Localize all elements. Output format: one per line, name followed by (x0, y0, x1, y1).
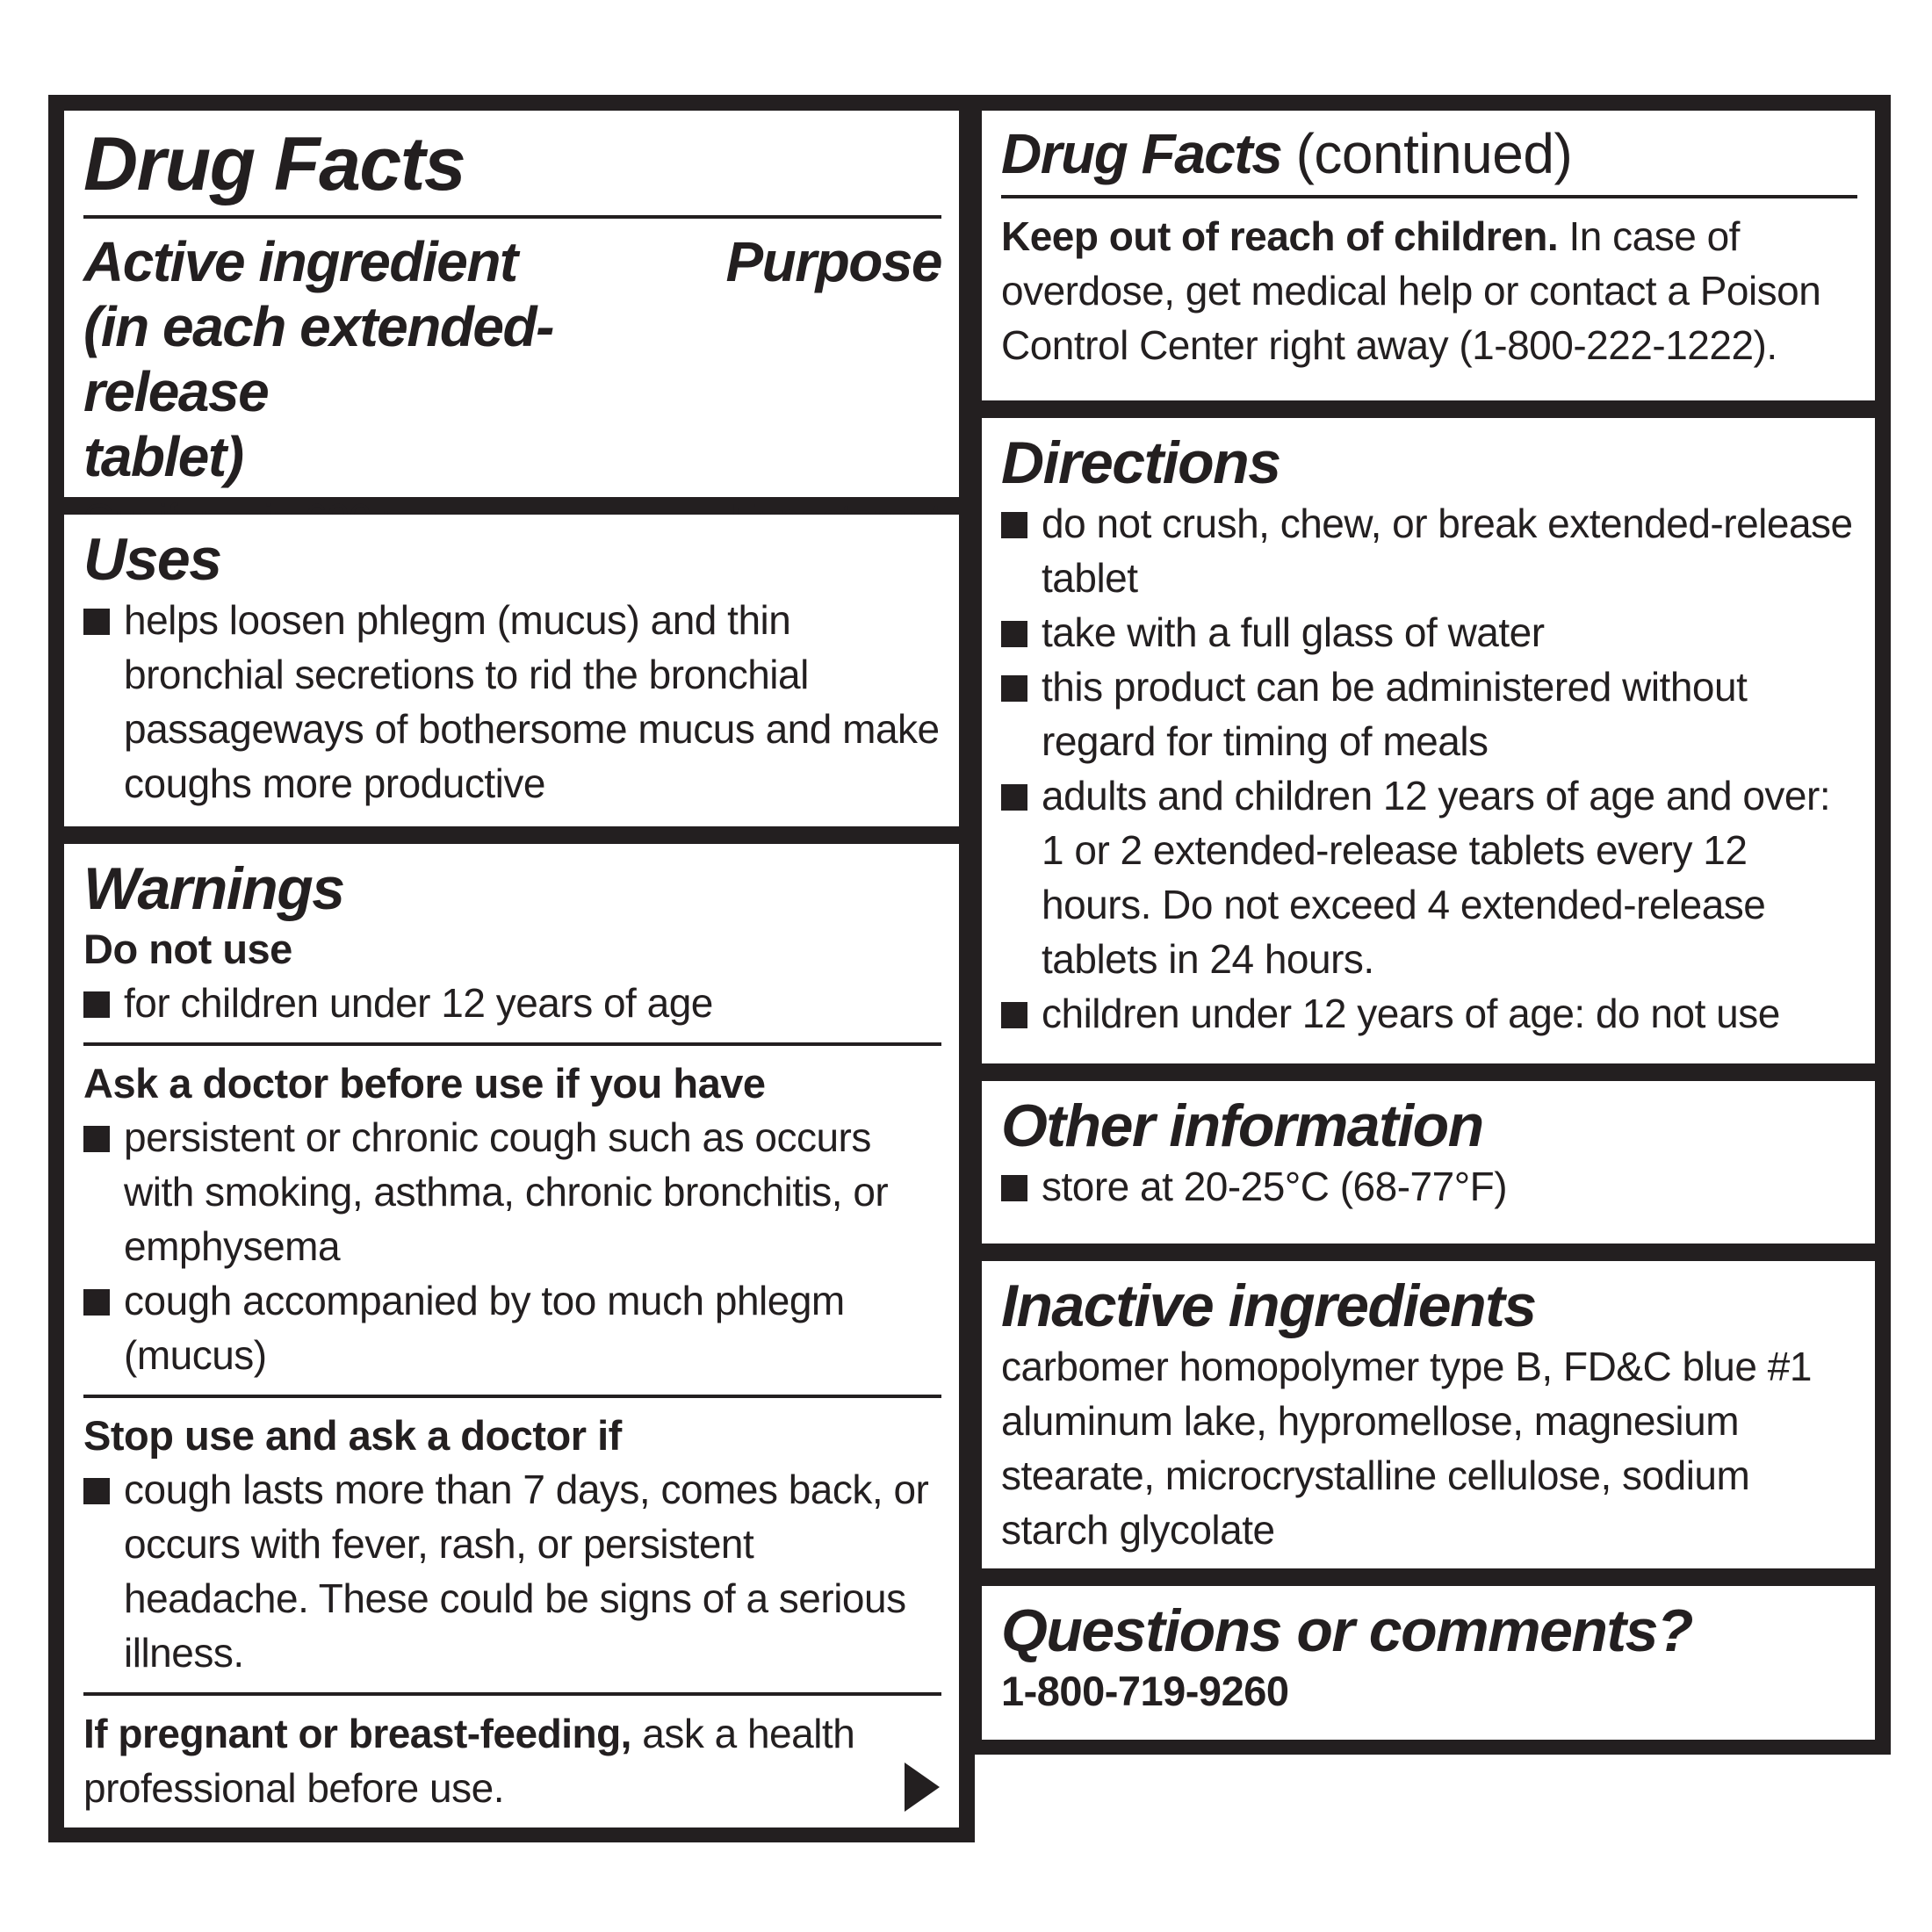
do-not-use-item (83, 976, 941, 1030)
keep-out-notice (1001, 209, 1857, 372)
directions-item-text: this product can be administered without regard for timing of meals (1042, 663, 1748, 764)
bullet-square-icon (83, 1126, 110, 1152)
right-title: Drug Facts (1001, 122, 1282, 185)
directions-heading: Directions (1001, 429, 1280, 496)
active-heading-line3: tablet) (83, 424, 243, 488)
directions-item (1001, 605, 1857, 660)
ask-doctor-item (83, 1110, 941, 1273)
uses-item (83, 593, 941, 811)
warnings-heading: Warnings (83, 855, 344, 922)
bullet-square-icon (1001, 512, 1027, 538)
divider (83, 1395, 941, 1398)
stop-use-heading: Stop use and ask a doctor if (83, 1411, 622, 1459)
pregnant-bold: If pregnant or breast-feeding, (83, 1711, 631, 1757)
do-not-use-heading: Do not use (83, 925, 292, 972)
bullet-square-icon (83, 1478, 110, 1504)
bullet-square-icon (83, 609, 110, 635)
active-ingredient-box (64, 111, 959, 497)
uses-box (64, 515, 959, 826)
directions-item (1001, 986, 1857, 1041)
inactive-ingredients-text: carbomer homopolymer type B, FD&C blue #1 aluminum lake, hypromellose, magnesium stearate, microcrystalline cellulose, sodium starch glycolate (1001, 1343, 1812, 1553)
stop-use-item-text: cough lasts more than 7 days, comes back, or occurs with fever, rash, or persistent headache. These could be signs of a serious illness. (124, 1467, 929, 1676)
keep-out-bold: Keep out of reach of children. (1001, 213, 1559, 260)
active-heading-line2: (in each extended-release (83, 294, 553, 423)
keep-out-box (982, 111, 1875, 400)
directions-item-text: children under 12 years of age: do not use (1042, 990, 1780, 1036)
pregnant-notice (83, 1706, 941, 1815)
warnings-box (64, 844, 959, 1827)
divider (83, 1692, 941, 1696)
divider (83, 1042, 941, 1046)
uses-item-text: helps loosen phlegm (mucus) and thin bronchial secretions to rid the bronchial passageways of bothersome mucus and make coughs more productive (124, 596, 940, 806)
ask-doctor-item (83, 1273, 941, 1382)
drug-facts-right-panel (964, 95, 1891, 1755)
ask-doctor-item-text: cough accompanied by too much phlegm (mucus) (124, 1277, 845, 1378)
active-heading-line1: Active ingredient (83, 229, 517, 293)
bullet-square-icon (1001, 621, 1027, 647)
do-not-use-item-text: for children under 12 years of age (124, 979, 713, 1026)
ask-doctor-heading: Ask a doctor before use if you have (83, 1059, 766, 1107)
drug-facts-continued-title (1001, 123, 1857, 184)
directions-item-text: do not crush, chew, or break extended-release tablet (1042, 500, 1853, 601)
directions-box (982, 418, 1875, 1063)
bullet-square-icon (1001, 675, 1027, 702)
bullet-square-icon (83, 991, 110, 1018)
uses-heading: Uses (83, 526, 221, 593)
bullet-square-icon (1001, 1002, 1027, 1028)
questions-phone: 1-800-719-9260 (1001, 1667, 1289, 1714)
other-information-box (982, 1081, 1875, 1244)
questions-heading: Questions or comments? (1001, 1597, 1692, 1664)
purpose-heading: Purpose (725, 229, 941, 293)
directions-item-text: adults and children 12 years of age and over: 1 or 2 extended-release tablets every 12 hours. Do not exceed 4 extended-release tablets in 24 hours. (1042, 772, 1831, 982)
keep-out-text: In case of overdose, get medical help or contact a Poison Control Center right away (1-800-222-1222). (1001, 213, 1821, 369)
inactive-ingredients-box (982, 1261, 1875, 1568)
right-title-suffix: (continued) (1295, 122, 1573, 185)
other-information-item-text: store at 20-25°C (68-77°F) (1042, 1163, 1508, 1209)
continued-arrow-icon (905, 1763, 940, 1812)
ask-doctor-item-text: persistent or chronic cough such as occurs with smoking, asthma, chronic bronchitis, or emphysema (124, 1114, 889, 1269)
directions-item (1001, 496, 1857, 605)
pregnant-text: ask a health professional before use. (83, 1711, 855, 1812)
questions-box (982, 1586, 1875, 1740)
bullet-square-icon (1001, 784, 1027, 811)
directions-item (1001, 768, 1857, 986)
directions-item (1001, 660, 1857, 768)
bullet-square-icon (83, 1289, 110, 1316)
directions-item-text: take with a full glass of water (1042, 609, 1545, 655)
other-information-item (1001, 1159, 1857, 1214)
inactive-ingredients-heading: Inactive ingredients (1001, 1272, 1536, 1339)
bullet-square-icon (1001, 1175, 1027, 1201)
other-information-heading: Other information (1001, 1092, 1483, 1159)
drug-facts-left-panel (48, 95, 975, 1842)
stop-use-item (83, 1462, 941, 1680)
active-ingredient-heading (83, 229, 725, 489)
drug-facts-title: Drug Facts (83, 122, 465, 206)
